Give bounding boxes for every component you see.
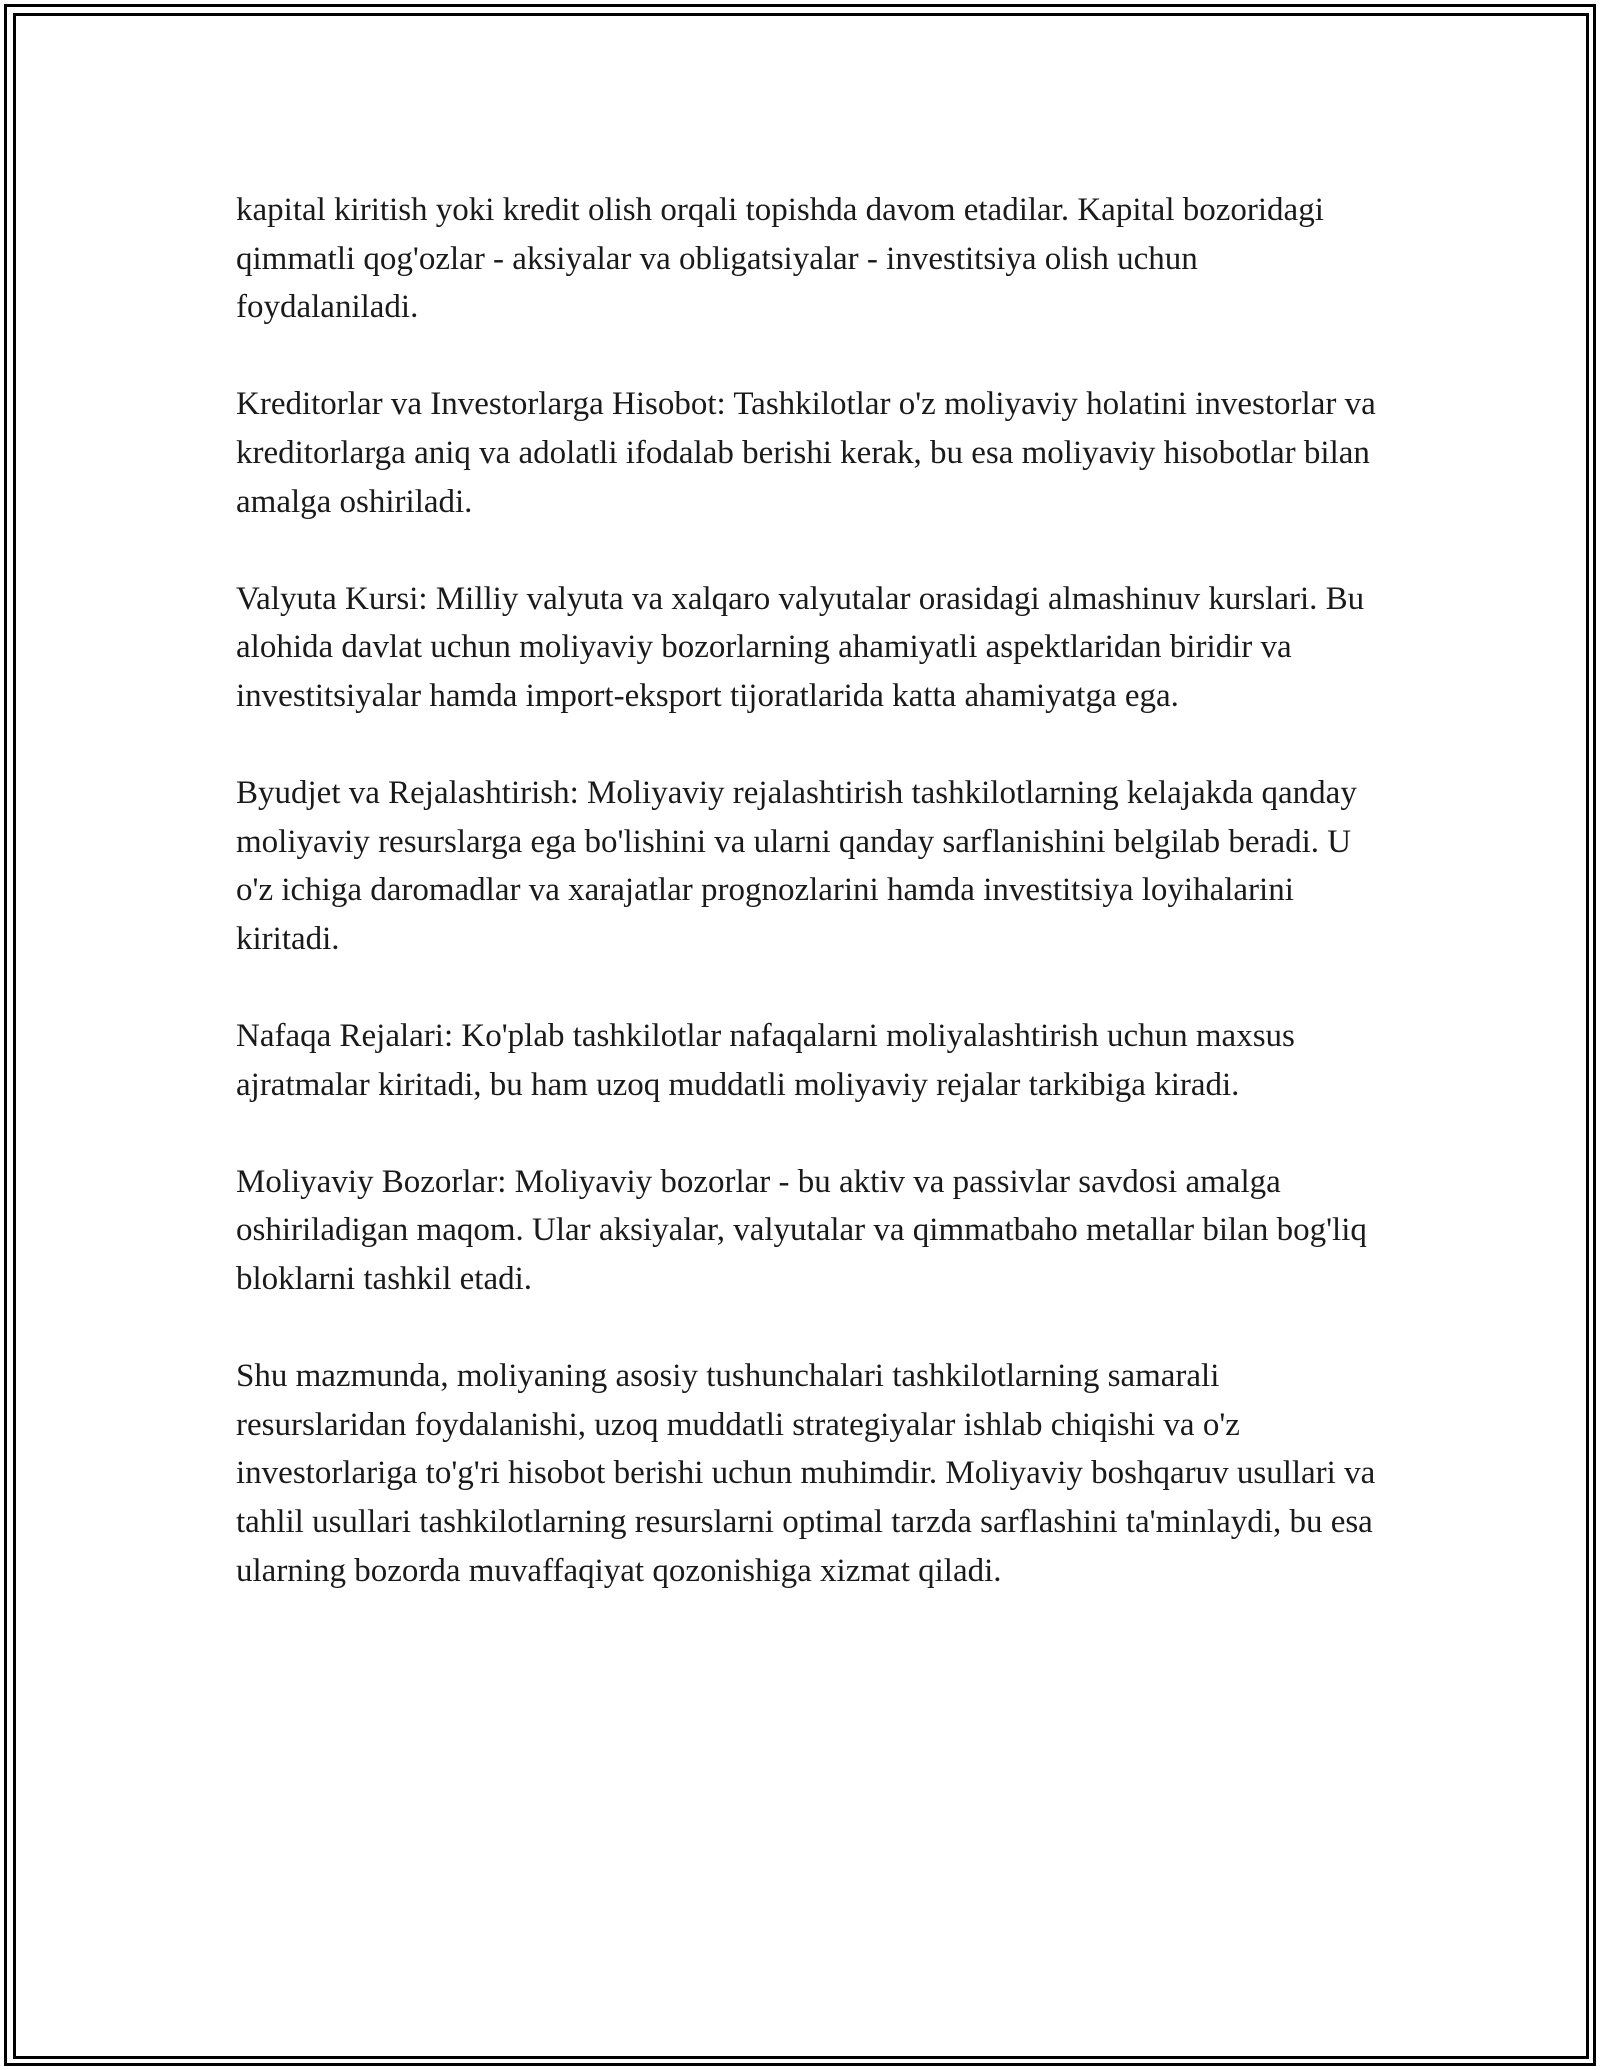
paragraph-reporting: Kreditorlar va Investorlarga Hisobot: Tashkilotlar o'z moliyaviy holatini investorlar va kreditorlarga aniq va adolatli ifodalab berishi kerak, bu esa moliyaviy hisobotlar bilan amalga oshiriladi.	[236, 386, 1376, 520]
paragraph-financial-markets: Moliyaviy Bozorlar: Moliyaviy bozorlar - bu aktiv va passivlar savdosi amalga oshiriladigan maqom. Ular aksiyalar, valyutalar va qimmatbaho metallar bilan bog'liq bloklarni tashkil etadi.	[236, 1163, 1367, 1298]
document-body	[236, 186, 1386, 1644]
paragraph-budget-planning: Byudjet va Rejalashtirish: Moliyaviy rejalashtirish tashkilotlarning kelajakda qanday moliyaviy resurslarga ega bo'lishini va ularni qanday sarflanishini belgilab beradi. U o'z ichiga daromadlar va xarajatlar prognozlarini hamda investitsiya loyihalarini kiritadi.	[236, 775, 1357, 957]
paragraph-exchange-rate: Valyuta Kursi: Milliy valyuta va xalqaro valyutalar orasidagi almashinuv kurslari. Bu alohida davlat uchun moliyaviy bozorlarning ahamiyatli aspektlaridan biridir va investitsiyalar hamda import-eksport tijoratlarida katta ahamiyatga ega.	[236, 580, 1365, 714]
paragraph-capital: kapital kiritish yoki kredit olish orqali topishda davom etadilar. Kapital bozoridagi qimmatli qog'ozlar - aksiyalar va obligatsiyalar - investitsiya olish uchun foydalaniladi.	[236, 192, 1324, 326]
paragraph-pension-plans: Nafaqa Rejalari: Ko'plab tashkilotlar nafaqalarni moliyalashtirish uchun maxsus ajratmalar kiritadi, bu ham uzoq muddatli moliyaviy rejalar tarkibiga kiradi.	[236, 1018, 1295, 1103]
paragraph-conclusion: Shu mazmunda, moliyaning asosiy tushunchalari tashkilotlarning samarali resurslaridan foydalanishi, uzoq muddatli strategiyalar ishlab chiqishi va o'z investorlariga to'g'ri hisobot berishi uchun muhimdir. Moliyaviy boshqaruv usullari va tahlil usullari tashkilotlarning resurslarni optimal tarzda sarflashini ta'minlaydi, bu esa ularning bozorda muvaffaqiyat qozonishiga xizmat qiladi.	[236, 1358, 1376, 1589]
